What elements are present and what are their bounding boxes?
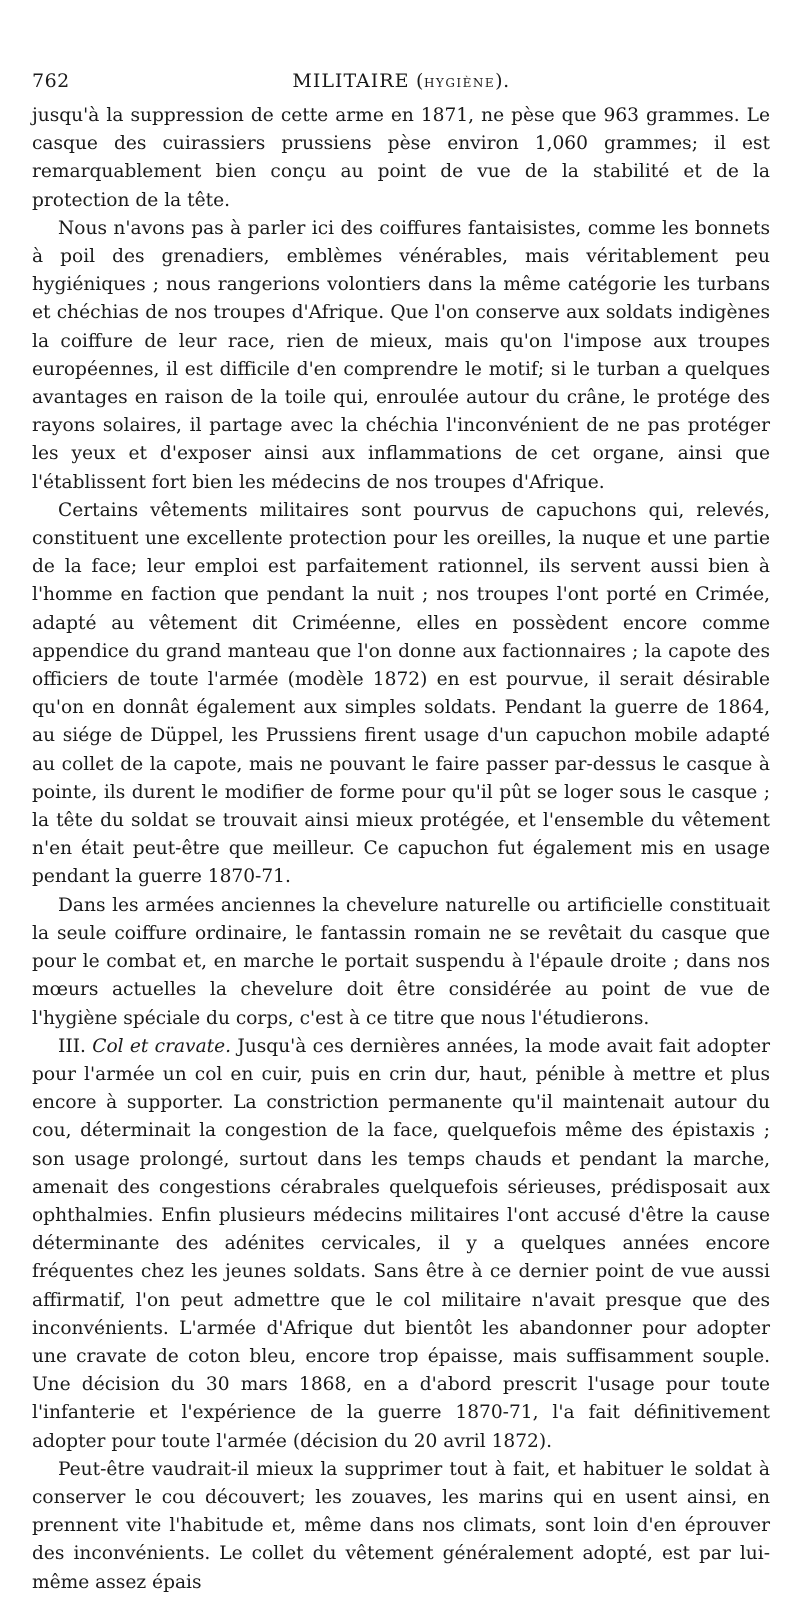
running-head [32,70,770,100]
paragraph-continued: jusqu'à la suppression de cette arme en 1871, ne pèse que 963 grammes. Le casque des cuirassiers prussiens pèse environ 1,060 grammes; il est remarquablement bien conçu au point de vue de la stabilité et de la protection de la tête. [32,105,770,211]
section-number: III. [58,1035,93,1057]
running-title-paren-open: ( [409,70,424,92]
book-page [32,70,770,1597]
page-number: 762 [32,70,70,92]
paragraph-chevelure: Dans les armées anciennes la chevelure naturelle ou artificielle constituait la seule coiffure ordinaire, le fantassin romain ne se revêtait du casque que pour le combat et, en marche le portait suspendu à l'épaule droite ; dans nos mœurs actuelles la chevelure doit être considérée au point de vue de l'hygiène spéciale du corps, c'est à ce titre que nous l'étudierons. [32,894,770,1029]
running-title-paren-close: ). [495,70,510,92]
paragraph-col-et-cravate [32,1033,770,1456]
running-title-main: MILITAIRE [292,70,410,92]
body-text [32,102,770,1597]
paragraph-supprimer: Peut-être vaudrait-il mieux la supprimer tout à fait, et habituer le soldat à conserver le cou découvert; les zouaves, les marins qui en usent ainsi, en prennent vite l'habitude et, même dans nos climats, sont loin d'en éprouver des inconvénients. Le collet du vêtement généralement adopté, est par lui-même assez épais [32,1458,770,1593]
section-title: Col et cravate. [92,1035,232,1057]
running-title-sub: HYGIÈNE [423,76,496,90]
paragraph-capuchons: Certains vêtements militaires sont pourvus de capuchons qui, relevés, constituent une excellente protection pour les oreilles, la nuque et une partie de la face; leur emploi est parfaitement rationnel, ils servent aussi bien à l'homme en faction que pendant la nuit ; nos troupes l'ont porté en Crimée, adapté au vêtement dit Criméenne, elles en possèdent encore comme appendice du grand manteau que l'on donne aux factionnaires ; la capote des officiers de toute l'armée (modèle 1872) en est pourvue, il serait désirable qu'on en donnât également aux simples soldats. Pendant la guerre de 1864, au siége de Düppel, les Prussiens firent usage d'un capuchon mobile adapté au collet de la capote, mais ne pouvant le faire passer par-dessus le casque à pointe, ils durent le modifier de forme pour qu'il pût se loger sous le casque ; la tête du soldat se trouvait ainsi mieux protégée, et l'ensemble du vêtement n'en était peut-être que meilleur. Ce capuchon fut également mis en usage pendant la guerre 1870-71. [32,499,770,888]
paragraph-coiffures: Nous n'avons pas à parler ici des coiffures fantaisistes, comme les bonnets à poil des grenadiers, emblèmes vénérables, mais véritablement peu hygiéniques ; nous rangerions volontiers dans la même catégorie les turbans et chéchias de nos troupes d'Afrique. Que l'on conserve aux soldats indigènes la coiffure de leur race, rien de mieux, mais qu'on l'impose aux troupes européennes, il est difficile d'en comprendre le motif; si le turban a quelques avantages en raison de la toile qui, enroulée autour du crâne, le protége des rayons solaires, il partage avec la chéchia l'inconvénient de ne pas protéger les yeux et d'exposer ainsi aux inflammations de cet organe, ainsi que l'établissent fort bien les médecins de nos troupes d'Afrique. [32,217,770,493]
section-text: Jusqu'à ces dernières années, la mode avait fait adopter pour l'armée un col en cuir, puis en crin dur, haut, pénible à mettre et plus encore à supporter. La constriction permanente qu'il maintenait autour du cou, déterminait la congestion de la face, quelquefois même des épistaxis ; son usage prolongé, surtout dans les temps chauds et pendant la marche, amenait des congestions cérabrales quelquefois sérieuses, prédisposait aux ophthalmies. Enfin plusieurs médecins militaires l'ont accusé d'être la cause déterminante des adénites cervicales, il y a quelques années encore fréquentes chez les jeunes soldats. Sans être à ce dernier point de vue aussi affirmatif, l'on peut admettre que le col militaire n'avait presque que des inconvénients. L'armée d'Afrique dut bientôt les abandonner pour adopter une cravate de coton bleu, encore trop épaisse, mais suffisamment souple. Une décision du 30 mars 1868, en a d'abord prescrit l'usage pour toute l'infanterie et l'expérience de la guerre 1870-71, l'a fait définitivement adopter pour toute l'armée (décision du 20 avril 1872). [32,1035,771,1452]
running-title [32,70,770,92]
